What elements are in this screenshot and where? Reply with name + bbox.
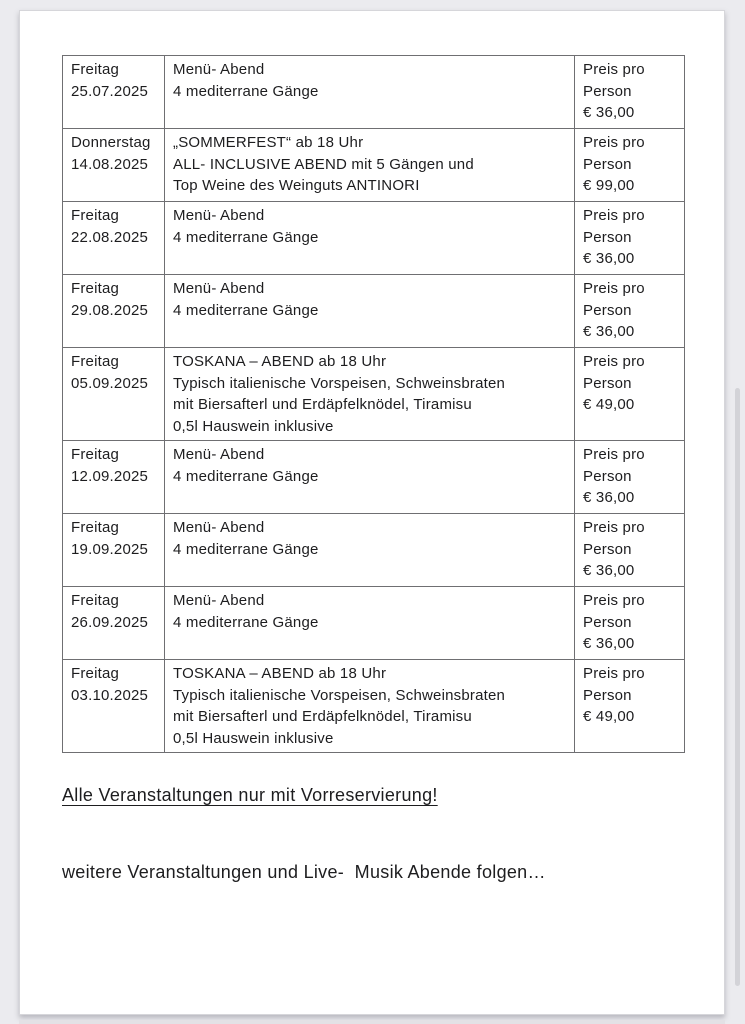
price-amount: € 36,00 [583, 635, 635, 652]
price-label-line: Person [583, 686, 632, 704]
price-label-line: Person [583, 613, 632, 631]
price-label-line: Person [583, 301, 632, 319]
description-line: Menü- Abend [173, 207, 265, 224]
price-label-line: Preis pro [583, 592, 645, 609]
event-day: Freitag [71, 519, 120, 536]
table-row [63, 660, 685, 753]
price-label-line: Preis pro [583, 134, 645, 151]
price-label-line: Preis pro [583, 280, 645, 297]
reservation-notice: Alle Veranstaltungen nur mit Vorreservierung! [62, 785, 438, 805]
description-line: TOSKANA – ABEND ab 18 Uhr [173, 353, 387, 370]
price-cell [575, 56, 685, 129]
price-label-line: Preis pro [583, 519, 645, 536]
date-cell [63, 514, 165, 587]
event-day: Freitag [71, 592, 120, 609]
description-line: 0,5l Hauswein inklusive [173, 417, 334, 435]
date-cell [63, 660, 165, 753]
description-line: Typisch italienische Vorspeisen, Schweinsbraten [173, 374, 506, 392]
event-date: 25.07.2025 [71, 82, 149, 100]
description-line: mit Biersafterl und Erdäpfelknödel, Tiramisu [173, 396, 472, 413]
date-cell [63, 129, 165, 202]
price-cell [575, 514, 685, 587]
event-date: 03.10.2025 [71, 686, 149, 704]
event-day: Freitag [71, 446, 120, 463]
table-row [63, 587, 685, 660]
event-day: Freitag [71, 207, 120, 224]
event-date: 05.09.2025 [71, 374, 149, 392]
price-amount: € 49,00 [583, 708, 635, 725]
event-date: 19.09.2025 [71, 540, 149, 558]
event-date: 12.09.2025 [71, 467, 149, 485]
event-day: Freitag [71, 353, 120, 370]
description-line: 4 mediterrane Gänge [173, 82, 319, 100]
event-day: Donnerstag [71, 134, 151, 151]
price-cell [575, 441, 685, 514]
description-line: Menü- Abend [173, 592, 265, 609]
description-cell [165, 441, 575, 514]
description-line: Top Weine des Weinguts ANTINORI [173, 177, 420, 194]
event-day: Freitag [71, 665, 120, 682]
table-row [63, 202, 685, 275]
table-row [63, 56, 685, 129]
price-label-line: Preis pro [583, 207, 645, 224]
description-cell [165, 660, 575, 753]
description-line: 4 mediterrane Gänge [173, 613, 319, 631]
price-amount: € 36,00 [583, 323, 635, 340]
vertical-scrollbar[interactable] [735, 388, 740, 986]
event-date: 14.08.2025 [71, 155, 149, 173]
description-line: 4 mediterrane Gänge [173, 301, 319, 319]
event-date: 29.08.2025 [71, 301, 149, 319]
price-label-line: Preis pro [583, 665, 645, 682]
price-amount: € 36,00 [583, 250, 635, 267]
description-line: „SOMMERFEST“ ab 18 Uhr [173, 134, 364, 151]
table-row [63, 275, 685, 348]
price-cell [575, 660, 685, 753]
description-line: mit Biersafterl und Erdäpfelknödel, Tiramisu [173, 708, 472, 725]
price-cell [575, 275, 685, 348]
description-line: TOSKANA – ABEND ab 18 Uhr [173, 665, 387, 682]
price-cell [575, 129, 685, 202]
price-amount: € 36,00 [583, 489, 635, 506]
event-date: 22.08.2025 [71, 228, 149, 246]
table-row [63, 129, 685, 202]
description-line: 4 mediterrane Gänge [173, 540, 319, 558]
description-line: Menü- Abend [173, 280, 265, 297]
price-label-line: Preis pro [583, 61, 645, 78]
description-line: Menü- Abend [173, 61, 265, 78]
date-cell [63, 56, 165, 129]
description-cell [165, 348, 575, 441]
description-line: 0,5l Hauswein inklusive [173, 729, 334, 747]
price-label-line: Preis pro [583, 353, 645, 370]
description-line: 4 mediterrane Gänge [173, 228, 319, 246]
description-line: 4 mediterrane Gänge [173, 467, 319, 485]
date-cell [63, 348, 165, 441]
description-cell [165, 129, 575, 202]
event-date: 26.09.2025 [71, 613, 149, 631]
price-amount: € 49,00 [583, 396, 635, 413]
price-amount: € 36,00 [583, 562, 635, 579]
price-label-line: Preis pro [583, 446, 645, 463]
event-day: Freitag [71, 61, 120, 78]
document-page [19, 10, 725, 1015]
events-table-body [63, 56, 685, 753]
table-row [63, 348, 685, 441]
date-cell [63, 441, 165, 514]
price-cell [575, 202, 685, 275]
table-row [63, 514, 685, 587]
price-label-line: Person [583, 467, 632, 485]
date-cell [63, 587, 165, 660]
page-content [20, 11, 724, 1014]
description-cell [165, 275, 575, 348]
description-cell [165, 202, 575, 275]
date-cell [63, 275, 165, 348]
price-label-line: Person [583, 82, 632, 100]
date-cell [63, 202, 165, 275]
event-day: Freitag [71, 280, 120, 297]
description-line: ALL- INCLUSIVE ABEND mit 5 Gängen und [173, 155, 474, 173]
events-table [62, 55, 685, 753]
description-line: Menü- Abend [173, 519, 265, 536]
follow-up-note: weitere Veranstaltungen und Live- Musik Abende folgen… [62, 862, 546, 882]
price-label-line: Person [583, 228, 632, 246]
description-line: Typisch italienische Vorspeisen, Schweinsbraten [173, 686, 506, 704]
description-line: Menü- Abend [173, 446, 265, 463]
description-cell [165, 56, 575, 129]
price-label-line: Person [583, 374, 632, 392]
table-row [63, 441, 685, 514]
price-cell [575, 587, 685, 660]
price-cell [575, 348, 685, 441]
description-cell [165, 514, 575, 587]
price-label-line: Person [583, 540, 632, 558]
description-cell [165, 587, 575, 660]
price-label-line: Person [583, 155, 632, 173]
price-amount: € 36,00 [583, 104, 635, 121]
price-amount: € 99,00 [583, 177, 635, 194]
next-page-edge [19, 1020, 725, 1024]
